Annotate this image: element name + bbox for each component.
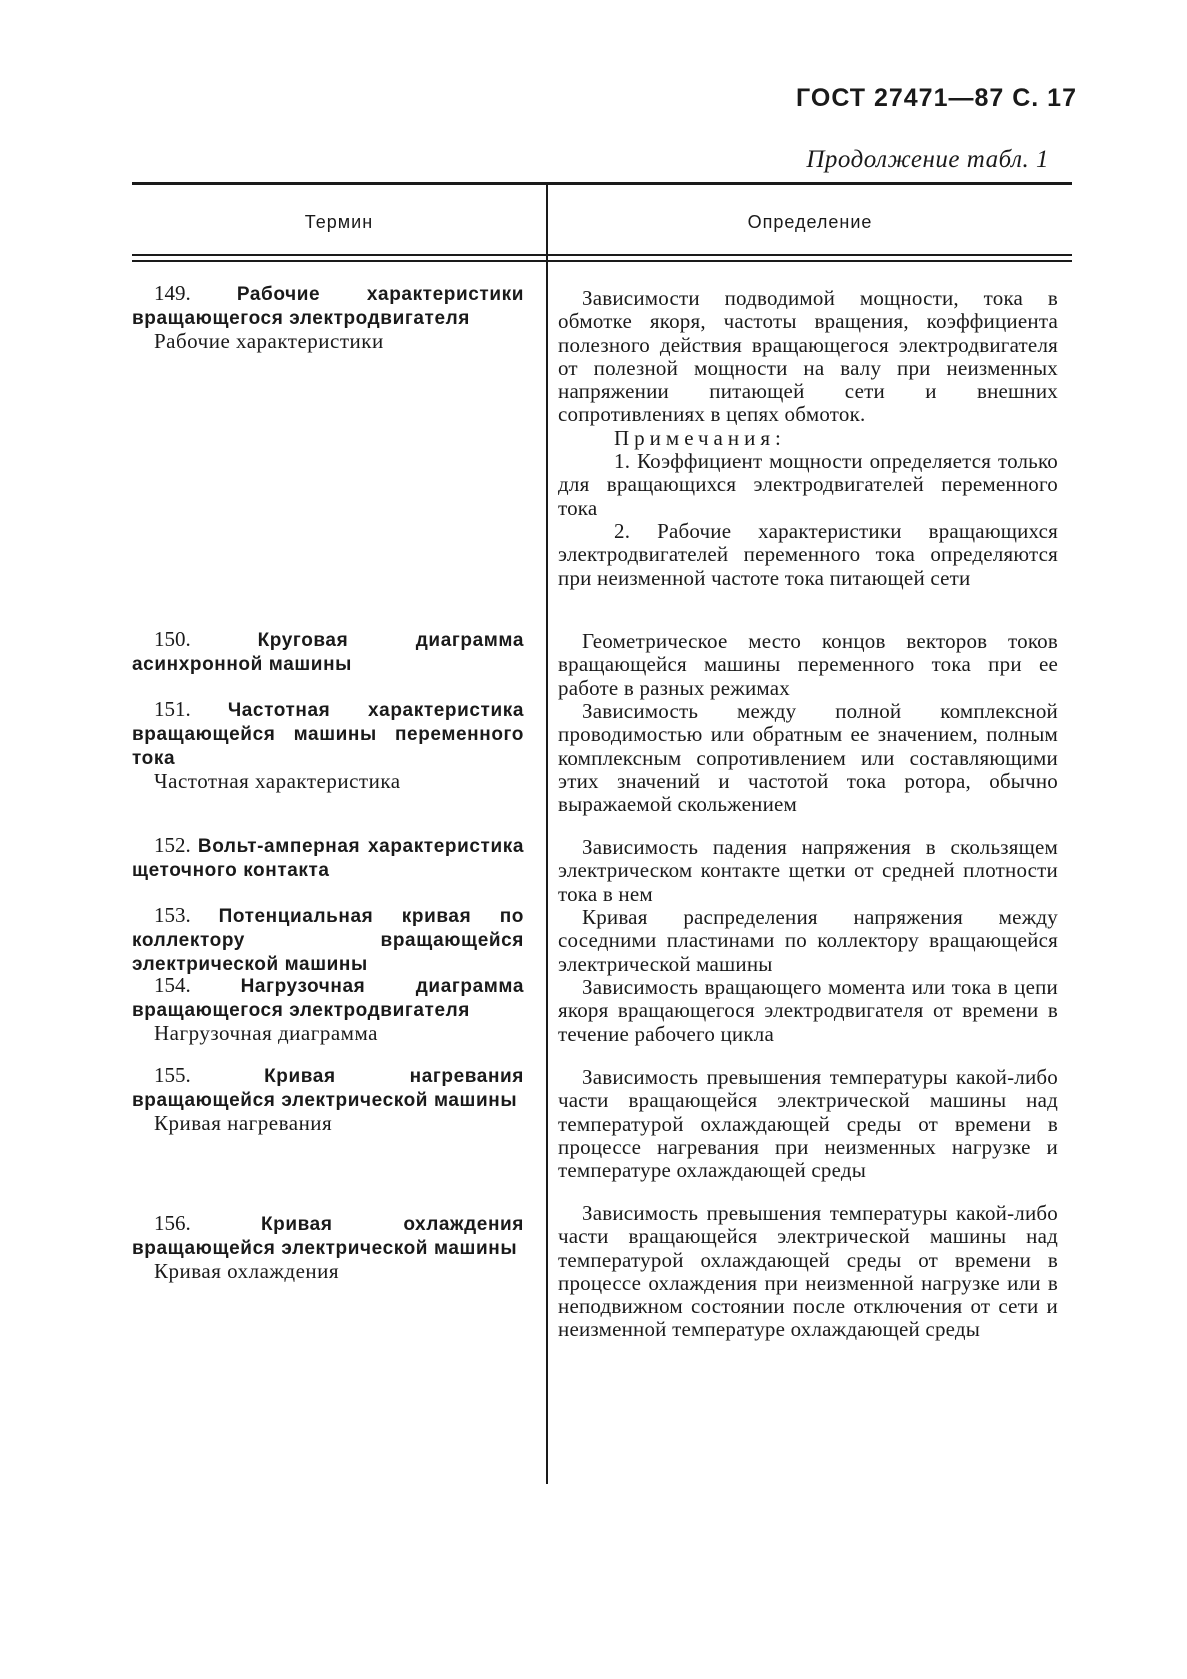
term-number: 155. (154, 1063, 191, 1087)
term-number: 154. (154, 973, 191, 997)
term-text: Кривая нагревания вращающейся электрической машины (132, 1066, 524, 1111)
definition-149 (558, 287, 1058, 590)
term-short-form: Нагрузочная диаграмма (154, 1021, 378, 1045)
definition-text: Зависимости подводимой мощности, тока в обмотке якоря, частоты вращения, коэффициента полезного действия вращающегося электродвигателя от полезной мощности на валу при неизменных напряжении питающей сети и внешних сопротивлениях в цепях обмоток. (558, 286, 1058, 427)
term-number: 152. (154, 833, 191, 857)
term-149 (132, 282, 524, 353)
notes-title: Примечания: (614, 425, 786, 450)
term-text: Потенциальная кривая по коллектору вращающейся электрической машины (132, 906, 524, 975)
term-text: Круговая диаграмма асинхронной машины (132, 630, 524, 675)
definition-text: Геометрическое место концов векторов токов вращающейся машины переменного тока при ее работе в разных режимах (558, 629, 1058, 700)
term-154 (132, 974, 524, 1045)
term-150 (132, 628, 524, 676)
term-151 (132, 698, 524, 793)
table-continuation-label: Продолжение табл. 1 (806, 146, 1049, 173)
term-short-form: Кривая охлаждения (154, 1259, 340, 1283)
term-number: 153. (154, 903, 191, 927)
column-header-term: Термин (304, 212, 374, 232)
column-divider (546, 184, 548, 1484)
page-header: ГОСТ 27471—87 С. 17 (796, 84, 1077, 112)
term-text: Вольт-амперная характеристика щеточного контакта (132, 836, 524, 881)
term-short-form: Частотная характеристика (154, 769, 401, 793)
term-text: Кривая охлаждения вращающейся электрической машины (132, 1214, 524, 1259)
header-rule (132, 254, 1072, 256)
header-rule-double (132, 260, 1072, 262)
table-top-rule (132, 182, 1072, 185)
term-153 (132, 904, 524, 976)
definition-text: Кривая распределения напряжения между соседними пластинами по коллектору вращающейся электрической машины (558, 905, 1058, 976)
term-text: Нагрузочная диаграмма вращающегося электродвигателя (132, 976, 524, 1021)
term-152 (132, 834, 524, 882)
term-number: 156. (154, 1211, 191, 1235)
definition-text: Зависимость падения напряжения в скользящем электрическом контакте щетки от средней плотности тока в нем (558, 835, 1058, 906)
terms-table (132, 182, 1072, 1502)
term-number: 151. (154, 697, 191, 721)
term-number: 149. (154, 281, 191, 305)
definition-text: Зависимость превышения температуры какой-либо части вращающейся электрической машины над температурой охлаждающей среды от времени в процессе нагревания при неизменных нагрузке и температуре охлаждающей среды (558, 1065, 1058, 1183)
note-2: 2. Рабочие характеристики вращающихся электродвигателей переменного тока определяются при неизменной частоте тока питающей сети (558, 518, 1058, 590)
definition-153 (558, 906, 1058, 976)
term-156 (132, 1212, 524, 1283)
term-155 (132, 1064, 524, 1135)
term-number: 150. (154, 627, 191, 651)
term-text: Рабочие характеристики вращающегося электродвигателя (132, 284, 524, 329)
definition-150 (558, 630, 1058, 700)
definition-156 (558, 1202, 1058, 1342)
definition-text: Зависимость превышения температуры какой-либо части вращающейся электрической машины над температурой охлаждающей среды от времени в процессе охлаждения при неизменной нагрузке или в неподвижном состоянии после отключения от сети и неизменной температуре охлаждающей среды (558, 1201, 1058, 1342)
definition-152 (558, 836, 1058, 906)
definition-text: Зависимость вращающего момента или тока в цепи якоря вращающегося электродвигателя от времени в течение рабочего цикла (558, 975, 1058, 1046)
column-header-definition: Определение (747, 212, 873, 232)
definition-154 (558, 976, 1058, 1046)
definition-151 (558, 700, 1058, 816)
term-text: Частотная характеристика вращающейся машины переменного тока (132, 700, 525, 769)
definition-155 (558, 1066, 1058, 1182)
term-short-form: Рабочие характеристики (154, 329, 384, 353)
term-short-form: Кривая нагревания (154, 1111, 333, 1135)
note-1: 1. Коэффициент мощности определяется только для вращающихся электродвигателей переменного тока (558, 449, 1058, 520)
definition-text: Зависимость между полной комплексной проводимостью или обратным ее значением, полным комплексным сопротивлением или составляющими этих значений и частотой тока ротора, обычно выражаемой скольжением (558, 699, 1058, 817)
